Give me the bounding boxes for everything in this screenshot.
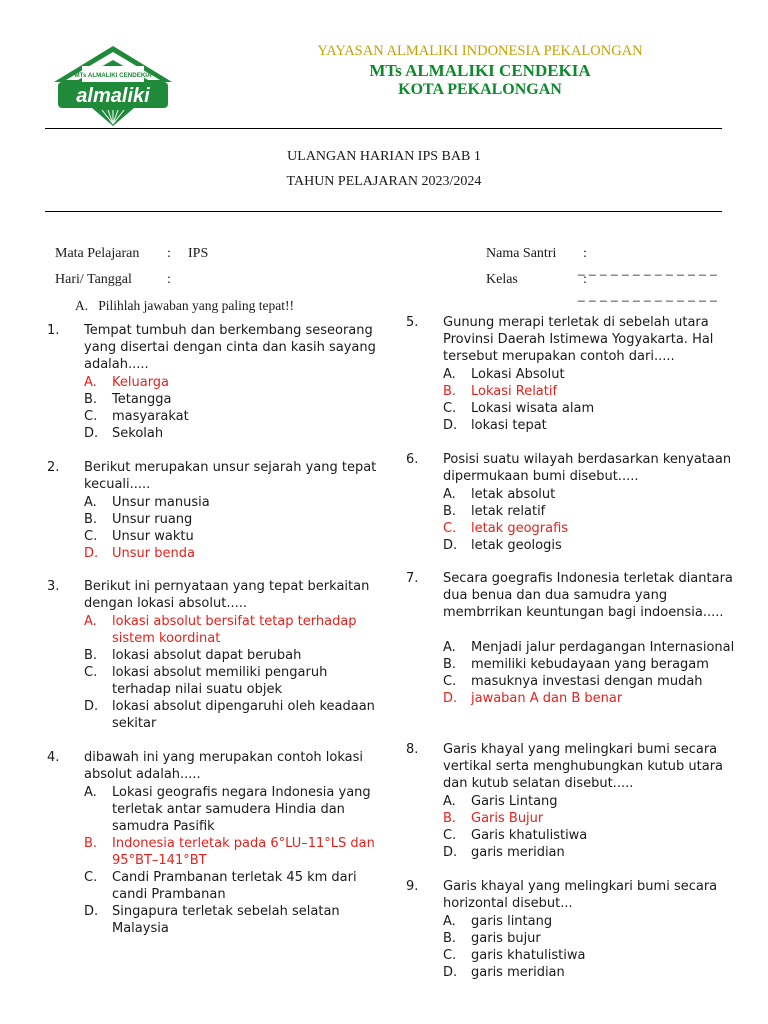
- question-number: 9.: [406, 879, 419, 894]
- name-blank-line: _ _ _ _ _ _ _ _ _ _ _ _ _: [578, 262, 718, 276]
- option-text: garis bujur: [471, 931, 541, 946]
- option-text: Menjadi jalur perdagangan Internasional: [471, 640, 735, 655]
- option-text: Sekolah: [112, 426, 164, 441]
- option-letter: C.: [443, 674, 457, 689]
- question-stem: Berikut merupakan unsur sejarah yang tepat kecuali.....: [84, 460, 377, 492]
- title-divider: [45, 211, 722, 212]
- option-letter: C.: [443, 401, 457, 416]
- option-c: [443, 400, 743, 417]
- question-number: 3.: [47, 579, 60, 594]
- option-letter: D.: [84, 904, 99, 919]
- option-letter: D.: [84, 426, 99, 441]
- option-d: [443, 417, 743, 434]
- logo-wordmark: almaliki: [76, 85, 150, 107]
- question-stem: Garis khayal yang melingkari bumi secara horizontal disebut...: [443, 879, 718, 911]
- city-name: KOTA PEKALONGAN: [398, 81, 562, 98]
- option-letter: B.: [443, 931, 457, 946]
- question-stem: Posisi suatu wilayah berdasarkan kenyataan dipermukaan bumi disebut.....: [443, 452, 732, 484]
- question-stem: Berikut ini pernyataan yang tepat berkaitan dengan lokasi absolut.....: [84, 579, 370, 611]
- option-letter: A.: [443, 794, 456, 809]
- instruction: A. Pilihlah jawaban yang paling tepat!!: [75, 298, 294, 313]
- option-text: Lokasi geografis negara Indonesia yang terletak antar samudera Hindia dan samudra Pasifik: [112, 785, 371, 834]
- option-letter: B.: [443, 504, 457, 519]
- option-text: lokasi absolut dapat berubah: [112, 648, 302, 663]
- exam-year: TAHUN PELAJARAN 2023/2024: [286, 174, 482, 189]
- option-letter: B.: [443, 811, 457, 826]
- option-letter: C.: [84, 409, 98, 424]
- option-text: masyarakat: [112, 409, 189, 424]
- question-stem: Gunung merapi terletak di sebelah utara Provinsi Daerah Istimewa Yogyakarta. Hal tersebut merupakan contoh dari.....: [443, 315, 714, 364]
- option-text: lokasi absolut bersifat tetap terhadap sistem koordinat: [112, 614, 357, 646]
- option-b: [443, 503, 743, 520]
- option-a: [84, 494, 384, 511]
- option-text: garis lintang: [471, 914, 553, 929]
- option-letter: C.: [84, 870, 98, 885]
- option-letter: A.: [84, 614, 97, 629]
- exam-title: ULANGAN HARIAN IPS BAB 1: [287, 149, 481, 164]
- option-letter: D.: [84, 699, 99, 714]
- name-colon: :: [583, 246, 587, 261]
- option-text: Lokasi wisata alam: [471, 401, 595, 416]
- subject-value: IPS: [188, 246, 209, 261]
- option-letter: D.: [443, 845, 458, 860]
- option-letter: A.: [84, 495, 97, 510]
- option-b: [84, 391, 384, 408]
- option-b: [84, 647, 384, 664]
- school-logo: [52, 44, 174, 128]
- option-b: [84, 511, 384, 528]
- option-d: [443, 844, 743, 861]
- option-text: lokasi absolut memiliki pengaruh terhadap nilai suatu objek: [112, 665, 328, 697]
- option-d: [84, 425, 384, 442]
- option-text: letak geografis: [471, 521, 569, 536]
- option-letter: C.: [84, 529, 98, 544]
- option-text: Unsur benda: [112, 546, 195, 561]
- subject-label: Mata Pelajaran: [55, 246, 140, 261]
- option-letter: A.: [84, 375, 97, 390]
- option-letter: B.: [84, 392, 98, 407]
- option-text: letak geologis: [471, 538, 562, 553]
- header-divider: [45, 128, 722, 129]
- option-text: Garis Lintang: [471, 794, 558, 809]
- option-letter: D.: [443, 691, 458, 706]
- subject-colon: :: [167, 246, 171, 261]
- option-text: Garis khatulistiwa: [471, 828, 588, 843]
- option-a: [84, 374, 384, 391]
- option-text: Lokasi Relatif: [471, 384, 558, 399]
- question-number: 2.: [47, 460, 60, 475]
- option-c: [443, 947, 743, 964]
- question-number: 4.: [47, 750, 60, 765]
- option-letter: A.: [84, 785, 97, 800]
- foundation-name: YAYASAN ALMALIKI INDONESIA PEKALONGAN: [317, 43, 643, 59]
- option-a: [443, 913, 743, 930]
- option-letter: D.: [443, 418, 458, 433]
- class-label: Kelas: [486, 272, 518, 287]
- option-text: Lokasi Absolut: [471, 367, 565, 382]
- option-letter: A.: [443, 914, 456, 929]
- option-text: memiliki kebudayaan yang beragam: [471, 657, 709, 672]
- option-text: letak absolut: [471, 487, 556, 502]
- school-name: MTs ALMALIKI CENDEKIA: [369, 61, 591, 80]
- class-colon: :: [583, 272, 587, 287]
- option-d: [443, 964, 743, 981]
- option-a: [443, 486, 743, 503]
- option-text: Keluarga: [112, 375, 170, 390]
- option-c: [443, 673, 743, 690]
- option-a: [443, 639, 743, 656]
- option-letter: A.: [443, 487, 456, 502]
- option-letter: D.: [443, 965, 458, 980]
- option-letter: C.: [443, 828, 457, 843]
- option-c: [84, 408, 384, 425]
- option-text: masuknya investasi dengan mudah: [471, 674, 703, 689]
- option-letter: D.: [84, 546, 99, 561]
- option-d: [443, 690, 743, 707]
- option-c: [84, 869, 384, 903]
- option-text: Tetangga: [112, 392, 172, 407]
- question-number: 6.: [406, 452, 419, 467]
- option-text: jawaban A dan B benar: [471, 691, 623, 706]
- option-text: garis meridian: [471, 845, 565, 860]
- class-blank-line: _ _ _ _ _ _ _ _ _ _ _ _ _: [578, 288, 718, 302]
- option-b: [443, 810, 743, 827]
- date-colon: :: [167, 272, 171, 287]
- option-letter: C.: [84, 665, 98, 680]
- option-d: [443, 537, 743, 554]
- option-letter: B.: [84, 648, 98, 663]
- question-number: 8.: [406, 742, 419, 757]
- option-text: garis khatulistiwa: [471, 948, 586, 963]
- option-d: [84, 698, 384, 732]
- option-letter: A.: [443, 640, 456, 655]
- option-text: Unsur waktu: [112, 529, 194, 544]
- question-stem: Garis khayal yang melingkari bumi secara vertikal serta menghubungkan kutub utara dan kutub selatan disebut.....: [443, 742, 724, 791]
- option-letter: D.: [443, 538, 458, 553]
- question-number: 1.: [47, 323, 60, 338]
- option-d: [84, 545, 384, 562]
- question-stem: Secara goegrafis Indonesia terletak diantara dua benua dan dua samudra yang membrrikan keuntungan bagi indoensia.....: [443, 571, 733, 620]
- option-c: [84, 528, 384, 545]
- option-a: [443, 793, 743, 810]
- option-a: [443, 366, 743, 383]
- option-text: Garis Bujur: [471, 811, 544, 826]
- option-c: [443, 827, 743, 844]
- question-stem: Tempat tumbuh dan berkembang seseorang yang disertai dengan cinta dan kasih sayang adalah.....: [84, 323, 376, 372]
- option-b: [443, 656, 743, 673]
- option-text: Indonesia terletak pada 6°LU–11°LS dan 95°BT–141°BT: [112, 836, 375, 868]
- option-text: garis meridian: [471, 965, 565, 980]
- option-text: Singapura terletak sebelah selatan Malaysia: [112, 904, 340, 936]
- name-label: Nama Santri: [486, 246, 557, 261]
- option-b: [443, 930, 743, 947]
- option-letter: C.: [443, 521, 457, 536]
- question-number: 5.: [406, 315, 419, 330]
- question-number: 7.: [406, 571, 419, 586]
- option-c: [84, 664, 384, 698]
- option-c: [443, 520, 743, 537]
- question-stem: dibawah ini yang merupakan contoh lokasi absolut adalah.....: [84, 750, 364, 782]
- option-letter: B.: [443, 657, 457, 672]
- option-a: [84, 784, 384, 835]
- option-text: Candi Prambanan terletak 45 km dari candi Prambanan: [112, 870, 357, 902]
- option-letter: B.: [84, 512, 98, 527]
- option-d: [84, 903, 384, 937]
- option-letter: A.: [443, 367, 456, 382]
- option-letter: C.: [443, 948, 457, 963]
- option-text: Unsur ruang: [112, 512, 193, 527]
- option-b: [443, 383, 743, 400]
- option-text: lokasi tepat: [471, 418, 547, 433]
- option-letter: B.: [84, 836, 98, 851]
- logo-arc-text: MTs ALMALIKI CENDEKIA: [74, 72, 152, 79]
- option-a: [84, 613, 384, 647]
- option-letter: B.: [443, 384, 457, 399]
- option-text: letak relatif: [471, 504, 546, 519]
- option-text: lokasi absolut dipengaruhi oleh keadaan sekitar: [112, 699, 375, 731]
- option-text: Unsur manusia: [112, 495, 210, 510]
- option-b: [84, 835, 384, 869]
- date-label: Hari/ Tanggal: [55, 272, 132, 287]
